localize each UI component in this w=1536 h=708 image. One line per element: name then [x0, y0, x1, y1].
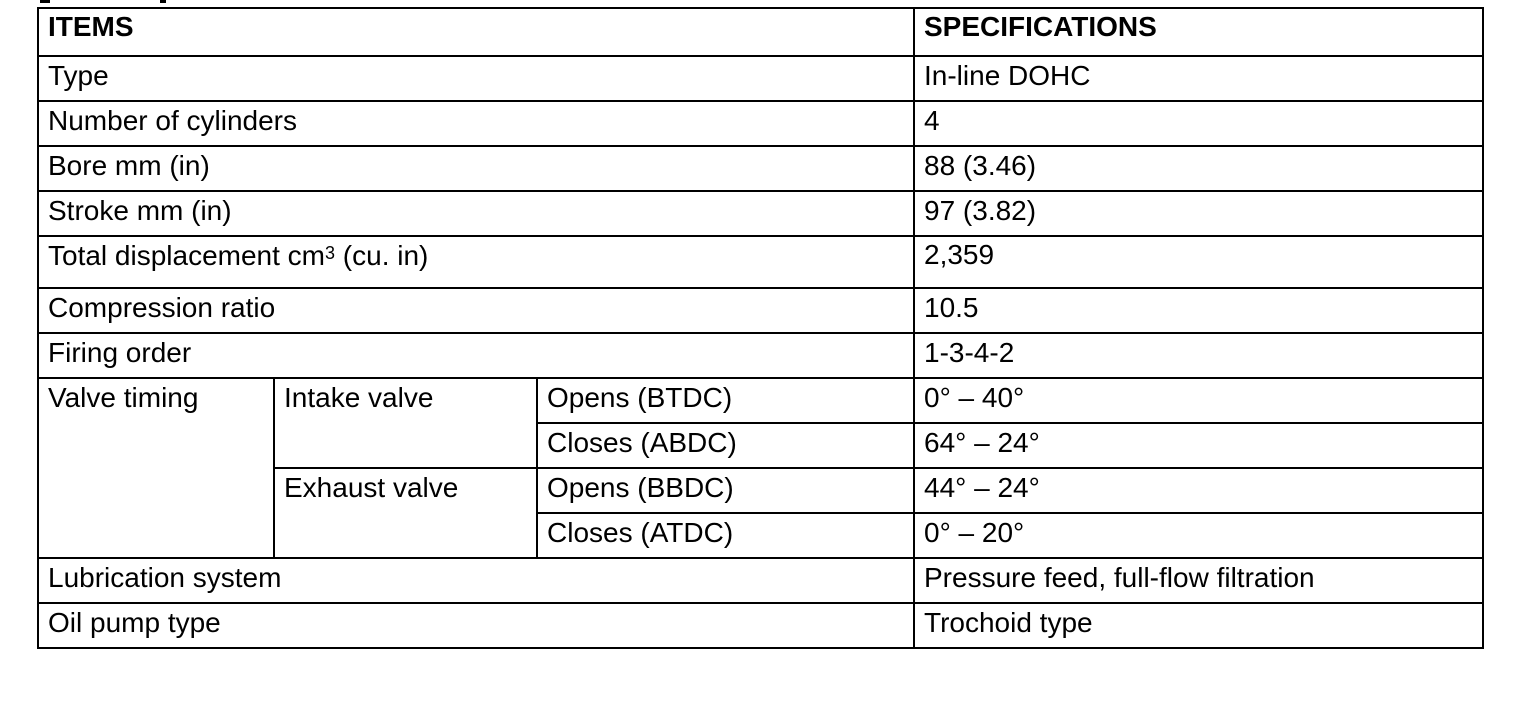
item-label: Number of cylinders	[38, 101, 914, 146]
specifications-header: SPECIFICATIONS	[914, 8, 1483, 56]
intake-valve-label: Intake valve	[274, 378, 537, 468]
valve-timing-label: Valve timing	[38, 378, 274, 558]
item-value: 97 (3.82)	[914, 191, 1483, 236]
cropped-text-fragment	[40, 0, 50, 3]
intake-closes-value: 64° – 24°	[914, 423, 1483, 468]
table-row	[38, 56, 1483, 101]
exhaust-opens-value: 44° – 24°	[914, 468, 1483, 513]
intake-closes-label: Closes (ABDC)	[537, 423, 914, 468]
item-label: Firing order	[38, 333, 914, 378]
intake-opens-value: 0° – 40°	[914, 378, 1483, 423]
item-label-text: Total displacement cm	[48, 240, 326, 271]
item-value: Pressure feed, full-flow filtration	[914, 558, 1483, 603]
table-row	[38, 558, 1483, 603]
item-label: Bore mm (in)	[38, 146, 914, 191]
item-value: 1-3-4-2	[914, 333, 1483, 378]
table-row	[38, 146, 1483, 191]
cropped-text-fragment	[160, 0, 166, 3]
header-row	[38, 8, 1483, 56]
item-value: 10.5	[914, 288, 1483, 333]
intake-opens-label: Opens (BTDC)	[537, 378, 914, 423]
item-value: 2,359	[914, 236, 1483, 288]
item-label: Compression ratio	[38, 288, 914, 333]
item-value: Trochoid type	[914, 603, 1483, 648]
exhaust-closes-value: 0° – 20°	[914, 513, 1483, 558]
superscript-exponent: 3	[325, 243, 336, 263]
exhaust-opens-label: Opens (BBDC)	[537, 468, 914, 513]
item-value: 88 (3.46)	[914, 146, 1483, 191]
item-value: In-line DOHC	[914, 56, 1483, 101]
items-header: ITEMS	[38, 8, 914, 56]
item-value: 4	[914, 101, 1483, 146]
table-row	[38, 288, 1483, 333]
table-row	[38, 333, 1483, 378]
item-label	[38, 236, 914, 288]
engine-specifications-table	[37, 7, 1484, 649]
table-row	[38, 603, 1483, 648]
table-row	[38, 191, 1483, 236]
table-row	[38, 378, 1483, 423]
exhaust-closes-label: Closes (ATDC)	[537, 513, 914, 558]
item-label: Lubrication system	[38, 558, 914, 603]
item-label-unit: (cu. in)	[335, 240, 429, 271]
item-label: Stroke mm (in)	[38, 191, 914, 236]
table-row	[38, 236, 1483, 288]
item-label: Type	[38, 56, 914, 101]
item-label: Oil pump type	[38, 603, 914, 648]
exhaust-valve-label: Exhaust valve	[274, 468, 537, 558]
table-row	[38, 101, 1483, 146]
